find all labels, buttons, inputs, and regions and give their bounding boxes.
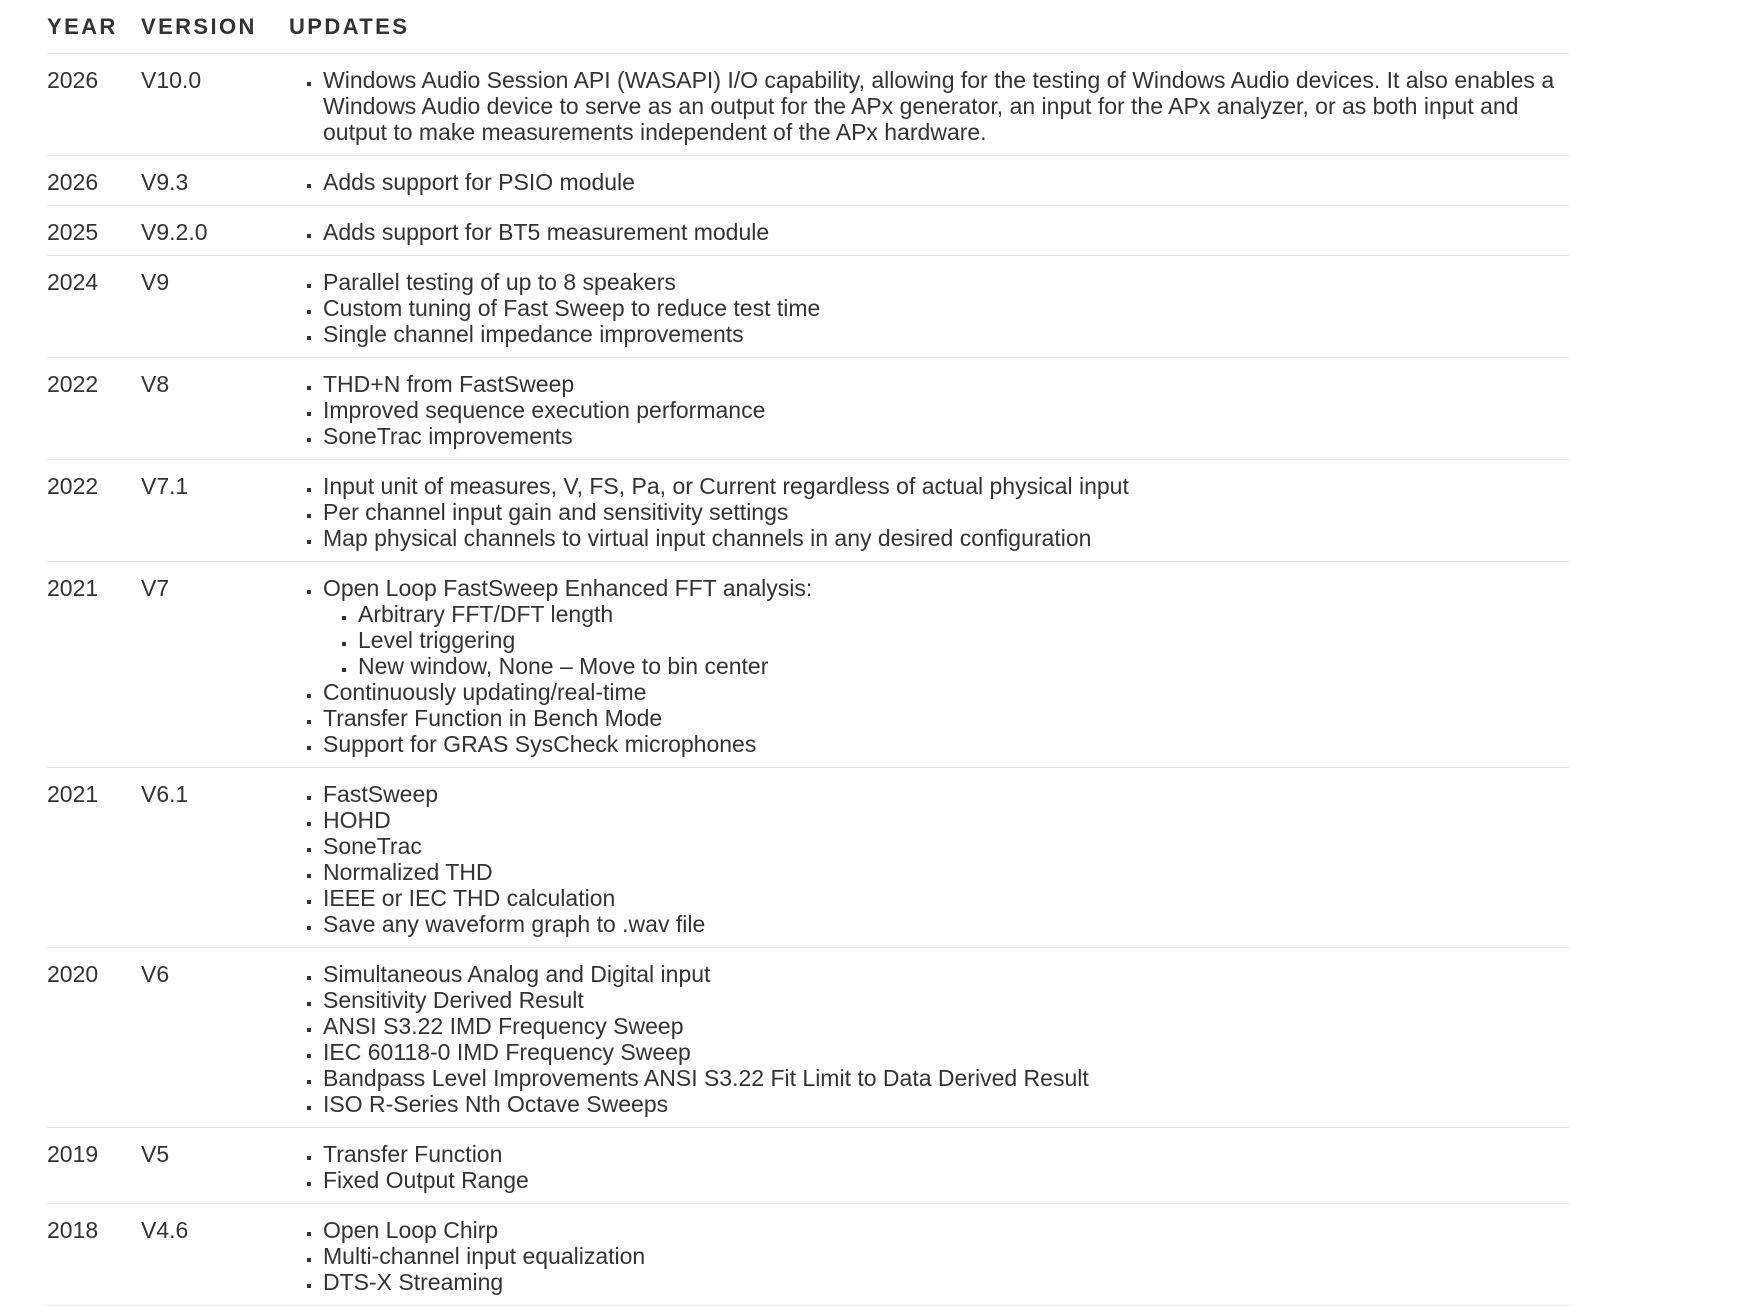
- update-text: Normalized THD: [323, 859, 493, 885]
- update-item: [322, 1167, 1569, 1193]
- row-year: 2020: [47, 948, 141, 1128]
- row-year: 2022: [47, 358, 141, 460]
- update-item: [322, 987, 1569, 1013]
- update-item: [322, 1217, 1569, 1243]
- row-version: V10.0: [141, 54, 289, 156]
- update-text: Windows Audio Session API (WASAPI) I/O capability, allowing for the testing of Windows Audio devices. It also enables a Windows Audio device to serve as an output for the APx generator, an input for the APx analyzer, or as both input and output to make measurements independent of the APx hardware.: [323, 67, 1555, 145]
- row-version: V5: [141, 1128, 289, 1204]
- update-item: [322, 781, 1569, 807]
- update-text: IEEE or IEC THD calculation: [323, 885, 616, 911]
- update-item: [322, 679, 1569, 705]
- sub-update-item: ▪ Arbitrary FFT/DFT length: [357, 601, 1569, 627]
- update-item: [322, 1039, 1569, 1065]
- row-year: 2026: [47, 54, 141, 156]
- updates-list: [289, 473, 1569, 551]
- row-updates: [289, 156, 1569, 206]
- sub-updates-list: [323, 601, 1569, 679]
- updates-list: [289, 67, 1569, 145]
- column-header-year: YEAR: [47, 0, 141, 54]
- row-year: 2019: [47, 1128, 141, 1204]
- update-item: [322, 321, 1569, 347]
- update-item: [322, 1243, 1569, 1269]
- row-updates: [289, 1128, 1569, 1204]
- update-text: THD+N from FastSweep: [323, 371, 575, 397]
- update-text: Adds support for PSIO module: [323, 169, 635, 195]
- update-text: Map physical channels to virtual input channels in any desired configuration: [323, 525, 1092, 551]
- update-item: [322, 1013, 1569, 1039]
- row-version: V6.1: [141, 768, 289, 948]
- sub-update-item: ▪ Level triggering: [357, 627, 1569, 653]
- update-item: [322, 705, 1569, 731]
- update-item: [322, 911, 1569, 937]
- update-item: [322, 169, 1569, 195]
- table-row: [47, 768, 1569, 948]
- row-updates: [289, 54, 1569, 156]
- update-text: Fixed Output Range: [323, 1167, 529, 1193]
- row-year: 2021: [47, 768, 141, 948]
- row-year: 2025: [47, 206, 141, 256]
- update-text: DTS-X Streaming: [323, 1269, 504, 1295]
- update-text: Sensitivity Derived Result: [323, 987, 584, 1013]
- row-updates: [289, 460, 1569, 562]
- table-row: [47, 54, 1569, 156]
- updates-list: [289, 575, 1569, 757]
- row-version: V8: [141, 358, 289, 460]
- update-item: [322, 67, 1569, 145]
- row-version: V9: [141, 256, 289, 358]
- update-text: Adds support for BT5 measurement module: [323, 219, 770, 245]
- update-text: Continuously updating/real-time: [323, 679, 647, 705]
- row-updates: [289, 768, 1569, 948]
- table-row: [47, 206, 1569, 256]
- update-item: [322, 423, 1569, 449]
- update-text: Open Loop Chirp: [323, 1217, 499, 1243]
- row-version: V7.1: [141, 460, 289, 562]
- update-text: SoneTrac improvements: [323, 423, 573, 449]
- row-year: 2021: [47, 562, 141, 768]
- update-item: [322, 731, 1569, 757]
- column-header-version: VERSION: [141, 0, 289, 54]
- update-item: [322, 885, 1569, 911]
- row-version: V7: [141, 562, 289, 768]
- update-item: [322, 859, 1569, 885]
- update-item: [322, 269, 1569, 295]
- row-year: 2024: [47, 256, 141, 358]
- update-item: [322, 295, 1569, 321]
- update-item: [322, 371, 1569, 397]
- update-item: [322, 961, 1569, 987]
- update-text: Input unit of measures, V, FS, Pa, or Current regardless of actual physical input: [323, 473, 1129, 499]
- row-year: 2022: [47, 460, 141, 562]
- update-item: [322, 1141, 1569, 1167]
- update-item: [322, 499, 1569, 525]
- table-row: [47, 358, 1569, 460]
- row-updates: [289, 206, 1569, 256]
- row-version: V4.6: [141, 1204, 289, 1306]
- update-item: [322, 1091, 1569, 1117]
- row-version: V9.3: [141, 156, 289, 206]
- update-text: Custom tuning of Fast Sweep to reduce test time: [323, 295, 821, 321]
- row-year: 2018: [47, 1204, 141, 1306]
- update-text: SoneTrac: [323, 833, 422, 859]
- row-updates: [289, 358, 1569, 460]
- update-item: [322, 525, 1569, 551]
- row-version: V6: [141, 948, 289, 1128]
- update-item: [322, 575, 1569, 679]
- sub-update-item: ▪ New window, None – Move to bin center: [357, 653, 1569, 679]
- update-text: Transfer Function in Bench Mode: [323, 705, 663, 731]
- table-row: [47, 948, 1569, 1128]
- update-item: [322, 219, 1569, 245]
- update-text: Support for GRAS SysCheck microphones: [323, 731, 757, 757]
- updates-list: [289, 1217, 1569, 1295]
- table-row: [47, 562, 1569, 768]
- table-row: [47, 1128, 1569, 1204]
- update-item: [322, 397, 1569, 423]
- version-history: [47, 0, 1569, 1306]
- table-row: [47, 256, 1569, 358]
- update-text: Simultaneous Analog and Digital input: [323, 961, 711, 987]
- update-text: Single channel impedance improvements: [323, 321, 744, 347]
- update-text: Bandpass Level Improvements ANSI S3.22 Fit Limit to Data Derived Result: [323, 1065, 1089, 1091]
- row-version: V9.2.0: [141, 206, 289, 256]
- update-text: Open Loop FastSweep Enhanced FFT analysis:: [323, 575, 813, 601]
- column-header-updates: UPDATES: [289, 0, 1569, 54]
- row-updates: [289, 948, 1569, 1128]
- version-history-table: [47, 0, 1569, 1306]
- row-updates: [289, 562, 1569, 768]
- table-row: [47, 156, 1569, 206]
- update-item: [322, 1065, 1569, 1091]
- update-item: [322, 833, 1569, 859]
- update-item: [322, 807, 1569, 833]
- update-text: HOHD: [323, 807, 391, 833]
- update-text: Per channel input gain and sensitivity settings: [323, 499, 789, 525]
- update-text: ANSI S3.22 IMD Frequency Sweep: [323, 1013, 684, 1039]
- update-text: Transfer Function: [323, 1141, 503, 1167]
- updates-list: [289, 269, 1569, 347]
- updates-list: [289, 961, 1569, 1117]
- update-item: [322, 473, 1569, 499]
- row-year: 2026: [47, 156, 141, 206]
- update-text: Improved sequence execution performance: [323, 397, 766, 423]
- update-text: IEC 60118-0 IMD Frequency Sweep: [323, 1039, 691, 1065]
- update-item: [322, 1269, 1569, 1295]
- update-text: Multi-channel input equalization: [323, 1243, 646, 1269]
- updates-list: [289, 1141, 1569, 1193]
- table-row: [47, 1204, 1569, 1306]
- row-updates: [289, 1204, 1569, 1306]
- table-row: [47, 460, 1569, 562]
- update-text: ISO R-Series Nth Octave Sweeps: [323, 1091, 669, 1117]
- table-body: [47, 54, 1569, 1306]
- updates-list: [289, 371, 1569, 449]
- update-text: Save any waveform graph to .wav file: [323, 911, 706, 937]
- update-text: FastSweep: [323, 781, 439, 807]
- update-text: Parallel testing of up to 8 speakers: [323, 269, 676, 295]
- updates-list: [289, 169, 1569, 195]
- table-header: [47, 0, 1569, 54]
- updates-list: [289, 219, 1569, 245]
- updates-list: [289, 781, 1569, 937]
- row-updates: [289, 256, 1569, 358]
- header-row: [47, 0, 1569, 54]
